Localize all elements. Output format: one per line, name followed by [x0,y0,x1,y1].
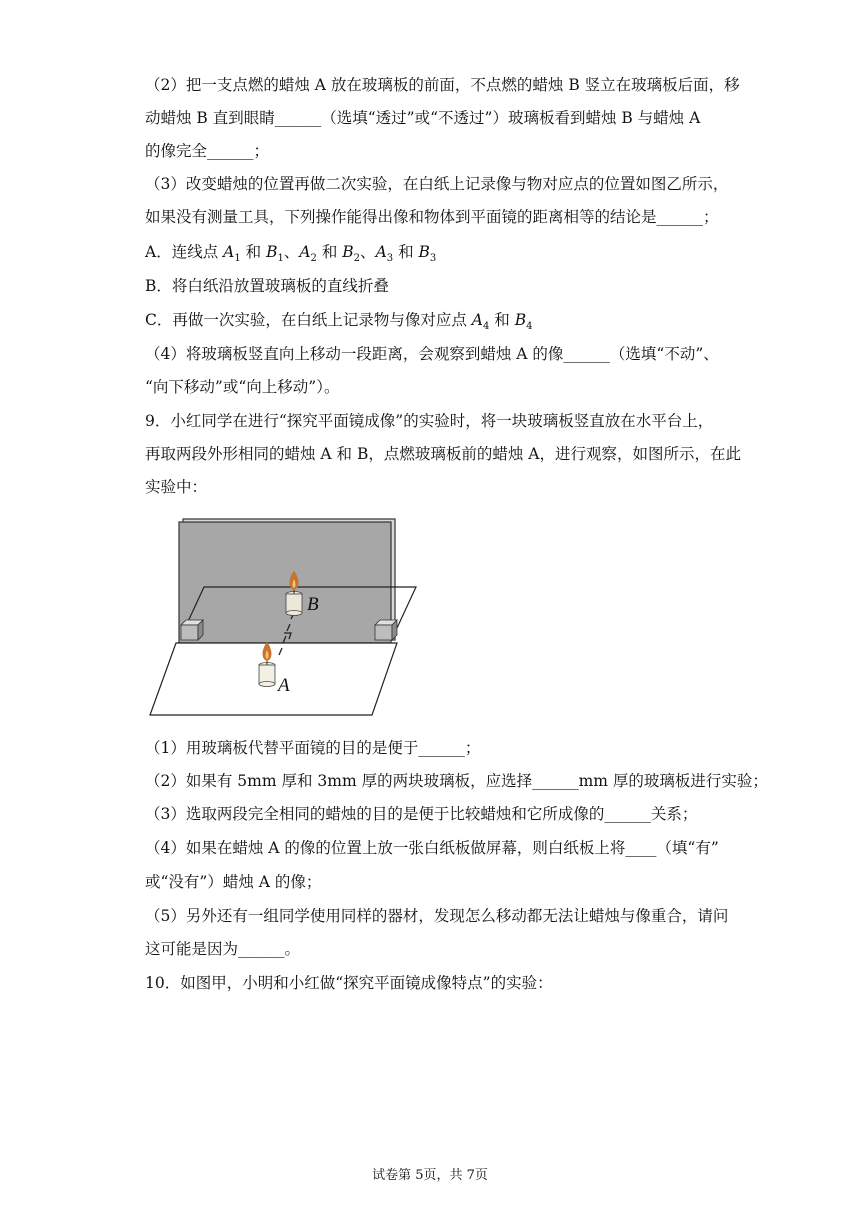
q9-sub4-line1: （4）如果在蜡烛 A 的像的位置上放一张白纸板做屏幕，则白纸板上将____（填“有” [145,839,719,857]
q8-part4-line1: （4）将玻璃板竖直向上移动一段距离，会观察到蜡烛 A 的像______（选填“不动”、 [145,345,719,363]
q8-part2-line3: 的像完全______； [145,142,270,160]
q9-sub5-line2: 这可能是因为______。 [145,940,301,958]
q8-option-b: B．将白纸沿放置玻璃板的直线折叠 [145,277,389,295]
q9-sub2: （2）如果有 5mm 厚和 3mm 厚的两块玻璃板，应选择______mm 厚的玻璃板进行实验； [145,772,768,790]
q9-sub4-line2: 或“没有”）蜡烛 A 的像； [145,873,322,891]
page-footer: 试卷第 5页，共 7页 [372,1168,488,1183]
q8-part2-line2: 动蜡烛 B 直到眼睛______（选填“透过”或“不透过”）玻璃板看到蜡烛 B 与蜡烛 A [145,109,701,127]
q8-option-a: A．连线点 $A_1$ 和 $B_1$、$A_2$ 和 $B_2$、$A_3$ 和 $B_3$ [145,243,437,265]
support-block-right [375,620,397,640]
glass-plate [179,522,391,643]
q9-sub1: （1）用玻璃板代替平面镜的目的是便于______； [145,739,481,757]
q9-stem-line3: 实验中： [145,478,208,496]
q8-part3-line2: 如果没有测量工具，下列操作能得出像和物体到平面镜的距离相等的结论是______； [145,208,719,226]
q10-stem-line1: 10．如图甲，小明和小红做“探究平面镜成像特点”的实验： [145,974,553,992]
q9-sub3: （3）选取两段完全相同的蜡烛的目的是便于比较蜡烛和它所成像的______关系； [145,805,698,823]
q8-option-c: C．再做一次实验，在白纸上记录物与像对应点 $A_4$ 和 $B_4$ [145,311,533,333]
q9-stem-line1: 9．小红同学在进行“探究平面镜成像”的实验时，将一块玻璃板竖直放在水平台上， [145,412,714,430]
q8-part4-line2: “向下移动”或“向上移动”）。 [145,378,340,396]
label-a: A [278,675,290,696]
q9-sub5-line1: （5）另外还有一组同学使用同样的器材，发现怎么移动都无法让蜡烛与像重合，请问 [145,907,729,925]
q9-stem-line2: 再取两段外形相同的蜡烛 A 和 B，点燃玻璃板前的蜡烛 A，进行观察，如图所示，在此 [145,445,741,463]
mirror-experiment-figure [146,515,421,720]
q8-part3-line1: （3）改变蜡烛的位置再做二次实验，在白纸上记录像与物对应点的位置如图乙所示， [145,175,729,193]
label-b: B [307,594,319,615]
q8-part2-line1: （2）把一支点燃的蜡烛 A 放在玻璃板的前面，不点燃的蜡烛 B 竖立在玻璃板后面，移 [145,76,740,94]
support-block-left [181,620,203,640]
